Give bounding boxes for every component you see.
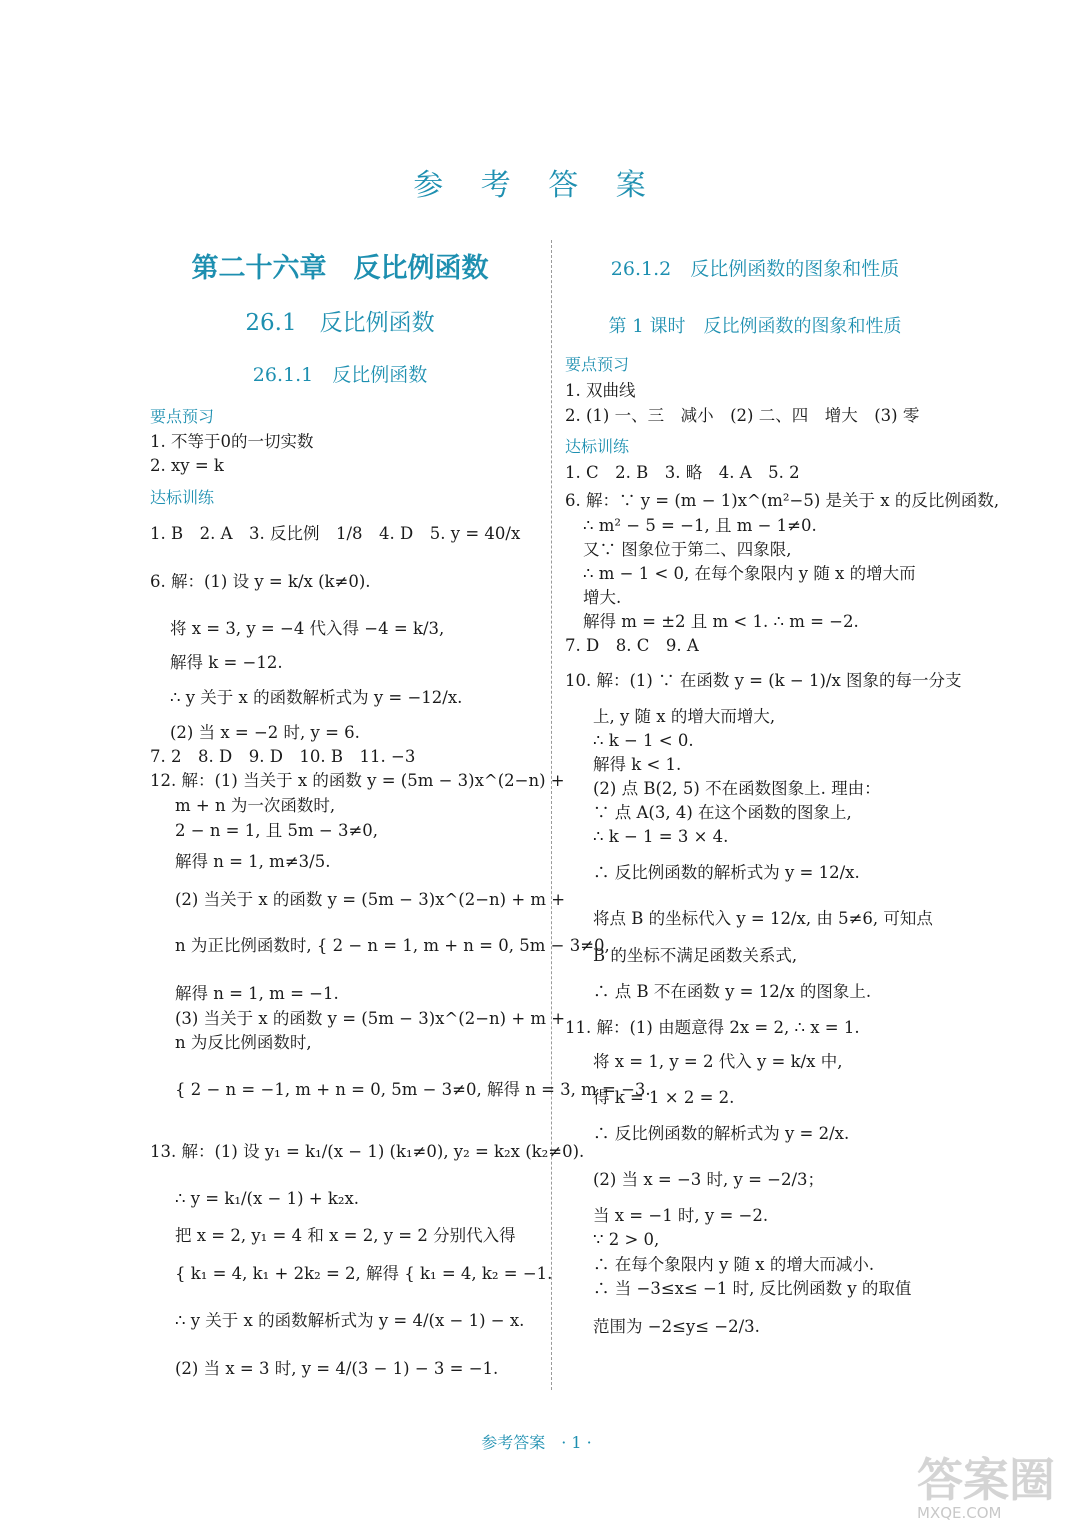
right-line: 解得 k < 1.: [593, 755, 682, 774]
right-line: 1. C 2. B 3. 略 4. A 5. 2: [565, 463, 800, 482]
left-line: (2) 当 x = 3 时, y = 4/(3 − 1) − 3 = −1.: [175, 1359, 499, 1378]
right-line: (2) 点 B(2, 5) 不在函数图象上. 理由：: [593, 779, 881, 798]
left-line: 13. 解：(1) 设 y₁ = k₁/(x − 1) (k₁≠0), y₂ = k₂x (k₂≠0).: [150, 1142, 585, 1161]
left-line: (3) 当关于 x 的函数 y = (5m − 3)x^(2−n) + m +: [175, 1009, 566, 1028]
left-line: n 为正比例函数时, { 2 − n = 1, m + n = 0, 5m − 3≠0,: [175, 936, 610, 955]
left-heading-preview: 要点预习: [150, 407, 215, 426]
right-preview-2: 2. (1) 一、三 减小 (2) 二、四 增大 (3) 零: [565, 406, 920, 425]
right-line: 得 k = 1 × 2 = 2.: [593, 1088, 735, 1107]
right-line: ∴ 在每个象限内 y 随 x 的增大而减小.: [593, 1255, 875, 1274]
left-line: 解得 k = −12.: [170, 653, 283, 672]
right-line: ∵ 2 > 0,: [593, 1230, 660, 1249]
page-title: 参 考 答 案: [413, 168, 660, 203]
right-line: 上, y 随 x 的增大而增大,: [593, 707, 776, 726]
right-line: 11. 解：(1) 由题意得 2x = 2, ∴ x = 1.: [565, 1018, 860, 1037]
right-line: ∴ k − 1 < 0.: [593, 731, 694, 750]
right-line: B 的坐标不满足函数关系式,: [593, 946, 798, 965]
left-line: 解得 n = 1, m = −1.: [175, 984, 339, 1003]
chapter-title: 第二十六章 反比例函数: [191, 253, 489, 284]
right-line: (2) 当 x = −3 时, y = −2/3；: [593, 1170, 825, 1189]
right-line: 又∵ 图象位于第二、四象限,: [583, 540, 792, 559]
column-divider: [551, 240, 552, 1390]
right-line: 7. D 8. C 9. A: [565, 636, 699, 655]
left-line: ∴ y = k₁/(x − 1) + k₂x.: [175, 1189, 360, 1208]
page-footer: 参考答案 · 1 ·: [481, 1433, 592, 1452]
left-line: ∴ y 关于 x 的函数解析式为 y = −12/x.: [170, 688, 463, 707]
left-line: 2 − n = 1, 且 5m − 3≠0,: [175, 821, 379, 840]
left-line: 解得 n = 1, m≠3/5.: [175, 852, 331, 871]
right-line: ∴ 点 B 不在函数 y = 12/x 的图象上.: [593, 982, 872, 1001]
right-line: ∴ 反比例函数的解析式为 y = 12/x.: [593, 863, 860, 882]
left-line: m + n 为一次函数时,: [175, 796, 336, 815]
right-line: ∴ 当 −3≤x≤ −1 时, 反比例函数 y 的取值: [593, 1279, 912, 1298]
left-line: (2) 当关于 x 的函数 y = (5m − 3)x^(2−n) + m +: [175, 890, 566, 909]
left-preview-1: 1. 不等于0的一切实数: [150, 432, 314, 451]
right-lesson-title: 第 1 课时 反比例函数的图象和性质: [608, 316, 902, 337]
right-subsection-title: 26.1.2 反比例函数的图象和性质: [610, 258, 900, 280]
right-line: 将点 B 的坐标代入 y = 12/x, 由 5≠6, 可知点: [593, 909, 933, 928]
left-line: n 为反比例函数时,: [175, 1033, 312, 1052]
right-heading-preview: 要点预习: [565, 355, 630, 374]
right-line: 范围为 −2≤y≤ −2/3.: [593, 1317, 760, 1336]
right-heading-practice: 达标训练: [565, 437, 630, 456]
left-line: { k₁ = 4, k₁ + 2k₂ = 2, 解得 { k₁ = 4, k₂ = −1.: [175, 1264, 553, 1283]
right-line: ∴ k − 1 = 3 × 4.: [593, 827, 729, 846]
right-preview-1: 1. 双曲线: [565, 381, 636, 400]
right-line: 6. 解：∵ y = (m − 1)x^(m²−5) 是关于 x 的反比例函数,: [565, 491, 1000, 510]
right-line: ∴ m − 1 < 0, 在每个象限内 y 随 x 的增大而: [583, 564, 916, 583]
right-line: ∵ 点 A(3, 4) 在这个函数的图象上,: [593, 803, 852, 822]
left-line: 7. 2 8. D 9. D 10. B 11. −3: [150, 747, 416, 766]
right-line: 增大.: [583, 588, 622, 607]
left-line: 把 x = 2, y₁ = 4 和 x = 2, y = 2 分别代入得: [175, 1226, 516, 1245]
right-line: ∴ 反比例函数的解析式为 y = 2/x.: [593, 1124, 850, 1143]
left-subsection-title: 26.1.1 反比例函数: [252, 364, 428, 386]
right-line: 当 x = −1 时, y = −2.: [593, 1206, 769, 1225]
left-line: ∴ y 关于 x 的函数解析式为 y = 4/(x − 1) − x.: [175, 1311, 525, 1330]
left-line: 6. 解：(1) 设 y = k/x (k≠0).: [150, 572, 371, 591]
right-line: 10. 解：(1) ∵ 在函数 y = (k − 1)/x 图象的每一分支: [565, 671, 962, 690]
left-line: 将 x = 3, y = −4 代入得 −4 = k/3,: [170, 619, 445, 638]
left-line: 12. 解：(1) 当关于 x 的函数 y = (5m − 3)x^(2−n) +: [150, 771, 565, 790]
right-line: 解得 m = ±2 且 m < 1. ∴ m = −2.: [583, 612, 859, 631]
watermark-logo: 答案圈: [917, 1453, 1055, 1507]
watermark-url: MXQE.COM: [917, 1504, 1002, 1522]
watermark: [917, 1453, 1055, 1522]
left-line: (2) 当 x = −2 时, y = 6.: [170, 723, 360, 742]
left-line: 1. B 2. A 3. 反比例 1/8 4. D 5. y = 40/x: [150, 524, 521, 543]
right-line: ∴ m² − 5 = −1, 且 m − 1≠0.: [583, 516, 817, 535]
right-line: 将 x = 1, y = 2 代入 y = k/x 中,: [593, 1052, 843, 1071]
left-preview-2: 2. xy = k: [150, 456, 224, 475]
left-line: { 2 − n = −1, m + n = 0, 5m − 3≠0, 解得 n = 3, m = −3.: [175, 1080, 651, 1099]
section-title: 26.1 反比例函数: [245, 310, 435, 336]
left-heading-practice: 达标训练: [150, 488, 215, 507]
